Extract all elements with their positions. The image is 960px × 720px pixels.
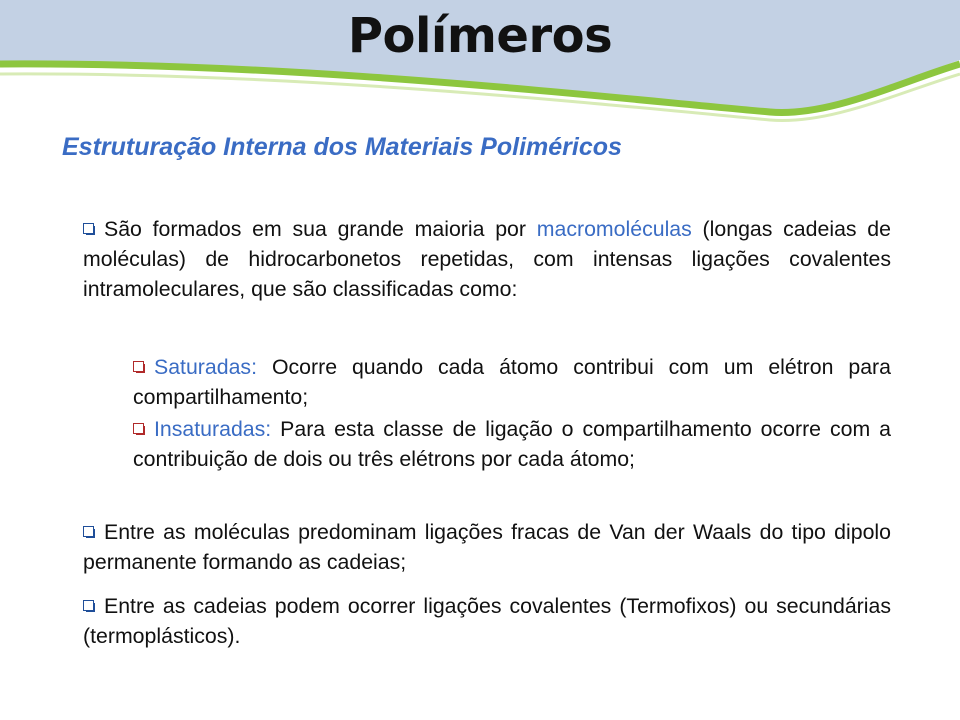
bullet-text: Entre as cadeias podem ocorrer ligações covalentes (Termofixos) ou secundárias (termoplásticos).: [83, 594, 891, 648]
bullet-text: (longas cadeias de moléculas) de hidrocarbonetos repetidas, com intensas ligações covalentes intramoleculares, que são classificadas como:: [83, 217, 891, 301]
square-bullet-icon: [83, 223, 95, 235]
page-title: Polímeros: [347, 8, 613, 64]
sub-bullet-text: Ocorre quando cada átomo contribui com um elétron para compartilhamento;: [133, 355, 891, 409]
square-bullet-icon: [133, 423, 145, 435]
sub-bullet-text: Para esta classe de ligação o compartilhamento ocorre com a contribuição de dois ou três elétrons por cada átomo;: [133, 417, 891, 471]
sub-bullet-label: Saturadas:: [154, 355, 258, 379]
square-bullet-icon: [133, 361, 145, 373]
sub-bullet-item-saturadas: [133, 352, 891, 412]
sub-bullet-label: Insaturadas:: [154, 417, 272, 441]
bullet-item-macromoleculas: [83, 214, 891, 304]
bullet-text: São formados em sua grande maioria por: [104, 217, 537, 241]
bullet-highlight: macromoléculas: [536, 217, 692, 241]
section-subtitle: Estruturação Interna dos Materiais Poliméricos: [62, 133, 622, 161]
bullet-text: Entre as moléculas predominam ligações fracas de Van der Waals do tipo dipolo permanente formando as cadeias;: [83, 520, 891, 574]
sub-bullet-item-insaturadas: [133, 414, 891, 474]
square-bullet-icon: [83, 526, 95, 538]
bullet-item-van-der-waals: [83, 517, 891, 577]
bullet-item-cadeias: [83, 591, 891, 651]
square-bullet-icon: [83, 600, 95, 612]
